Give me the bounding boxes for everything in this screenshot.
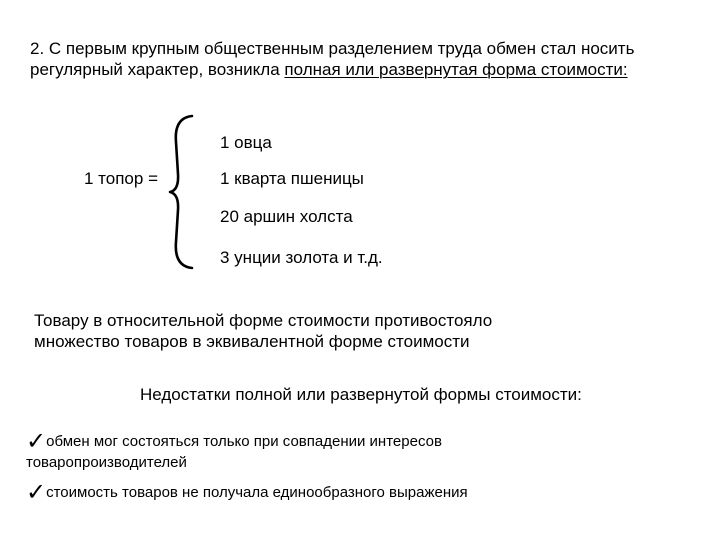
equation-item: 3 унции золота и т.д.	[220, 248, 383, 267]
statement-line-2: множество товаров в эквивалентной форме стоимости	[34, 332, 470, 351]
drawback-text: стоимость товаров не получала единообразного выражения	[46, 484, 468, 501]
equation-item: 1 кварта пшеницы	[220, 169, 364, 188]
checkmark-icon: ✓	[26, 478, 47, 506]
heading-paragraph	[30, 38, 690, 80]
drawback-item	[26, 427, 442, 455]
equation-item: 1 овца	[220, 133, 272, 152]
heading-lead: 2. С первым крупным общественным разделением труда обмен стал носить регулярный характер, возникла	[30, 39, 635, 79]
curly-brace-icon	[168, 112, 218, 272]
heading-emphasis: полная или развернутая форма стоимости:	[284, 60, 628, 79]
drawback-item	[26, 478, 468, 506]
drawback-item-continuation: товаропроизводителей	[26, 454, 187, 471]
equation-item: 20 аршин холста	[220, 207, 353, 226]
equation-lhs: 1 топор =	[84, 169, 158, 188]
statement-line-1: Товару в относительной форме стоимости противостояло	[34, 311, 493, 330]
checkmark-icon: ✓	[26, 427, 47, 455]
drawbacks-title: Недостатки полной или развернутой формы стоимости:	[140, 385, 582, 404]
drawback-text: обмен мог состояться только при совпадении интересов	[46, 433, 442, 450]
